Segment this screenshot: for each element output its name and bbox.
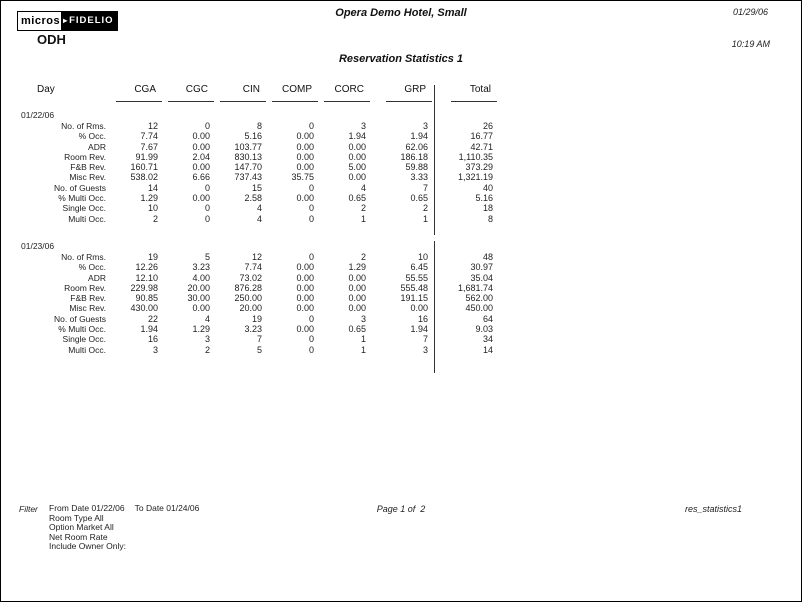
logo-fidelio-label: FIDELIO xyxy=(69,15,114,26)
stat-cell: 0 xyxy=(204,203,210,214)
row-label: % Multi Occ. xyxy=(58,193,106,204)
filter-to-date: To Date 01/24/06 xyxy=(134,503,200,513)
stat-cell: 373.29 xyxy=(434,162,499,172)
stat-cell: 3 xyxy=(204,334,210,345)
column-header-cgc: CGC xyxy=(164,85,216,102)
stat-cell: 6.45 xyxy=(410,262,428,273)
stat-cell: 12 xyxy=(147,121,158,131)
stat-cell: 7.67 xyxy=(140,141,158,152)
stat-cell: 0 xyxy=(204,182,210,193)
stat-cell: 18 xyxy=(434,203,499,213)
stat-cell: 0.00 xyxy=(348,272,366,283)
stat-cell: 14 xyxy=(147,182,158,193)
filter-from-date: From Date 01/22/06 xyxy=(49,503,125,513)
row-label: F&B Rev. xyxy=(70,293,106,304)
stat-cell: 229.98 xyxy=(130,282,158,293)
stat-cell: 147.70 xyxy=(234,162,262,173)
row-label: Multi Occ. xyxy=(68,213,106,224)
filter-line: Option Market All xyxy=(49,522,114,532)
stat-cell: 0 xyxy=(204,213,210,224)
stat-cell: 0.00 xyxy=(192,141,210,152)
stat-cell: 7.74 xyxy=(140,131,158,142)
table-spacer xyxy=(21,102,434,110)
logo-micros-text: micros xyxy=(17,11,62,31)
column-header-grp: GRP xyxy=(372,85,434,102)
divider-segment xyxy=(434,241,499,252)
stat-cell: 0 xyxy=(204,121,210,131)
row-label: % Multi Occ. xyxy=(58,324,106,335)
stat-cell: 103.77 xyxy=(234,141,262,152)
stat-cell: 2 xyxy=(360,251,366,262)
stat-cell: 0.00 xyxy=(296,162,314,173)
stat-cell: 0.00 xyxy=(348,282,366,293)
stat-cell: 1 xyxy=(360,334,366,345)
row-label: % Occ. xyxy=(78,262,106,273)
stat-cell: 5 xyxy=(204,251,210,262)
stat-cell: 2.04 xyxy=(192,151,210,162)
stat-cell: 4 xyxy=(360,182,366,193)
stat-cell: 876.28 xyxy=(234,282,262,293)
stat-cell: 12.26 xyxy=(135,262,158,273)
group-date: 01/22/06 xyxy=(21,110,55,120)
column-header-cin: CIN xyxy=(216,85,268,102)
stat-cell: 0 xyxy=(308,203,314,214)
stat-cell: 830.13 xyxy=(234,151,262,162)
stat-cell: 0.00 xyxy=(296,151,314,162)
stat-cell: 0.00 xyxy=(192,131,210,142)
stat-cell: 2 xyxy=(152,213,158,224)
stat-cell: 1.29 xyxy=(192,324,210,335)
stat-cell: 538.02 xyxy=(130,172,158,183)
stat-cell: 16 xyxy=(147,334,158,345)
stat-cell: 4 xyxy=(256,203,262,214)
stat-cell: 0.65 xyxy=(348,324,366,335)
stat-cell: 30.97 xyxy=(434,262,499,272)
stat-cell: 2 xyxy=(360,203,366,214)
row-label: Room Rev. xyxy=(64,151,106,162)
stat-cell: 3 xyxy=(152,344,158,355)
stat-cell: 16.77 xyxy=(434,131,499,141)
stat-cell: 0.00 xyxy=(348,303,366,314)
stat-cell: 1,110.35 xyxy=(434,152,499,162)
stat-cell: 1.94 xyxy=(410,131,428,142)
stat-cell: 0.65 xyxy=(348,193,366,204)
row-label: No. of Rms. xyxy=(61,251,106,262)
stat-cell: 22 xyxy=(147,313,158,324)
page-number: Page 1 of 2 xyxy=(376,504,426,514)
stat-cell: 0 xyxy=(308,213,314,224)
stat-cell: 6.66 xyxy=(192,172,210,183)
stat-cell: 160.71 xyxy=(130,162,158,173)
stat-cell: 737.43 xyxy=(234,172,262,183)
property-code: ODH xyxy=(37,32,66,47)
hotel-name: Opera Demo Hotel, Small xyxy=(335,7,467,19)
stat-cell: 90.85 xyxy=(135,293,158,304)
stat-cell: 2 xyxy=(422,203,428,214)
divider-segment xyxy=(434,102,499,110)
report-time: 10:19 AM xyxy=(731,39,770,49)
row-label: % Occ. xyxy=(78,131,106,142)
column-header-corc: CORC xyxy=(320,85,372,102)
report-file-name: res_statistics1 xyxy=(684,504,742,514)
stat-cell: 0.65 xyxy=(410,193,428,204)
row-label: Single Occ. xyxy=(62,203,106,214)
stat-cell: 16 xyxy=(417,313,428,324)
stat-cell: 1.94 xyxy=(348,131,366,142)
stat-cell: 0.00 xyxy=(296,303,314,314)
row-label: F&B Rev. xyxy=(70,162,106,173)
group-date: 01/23/06 xyxy=(21,240,55,251)
stat-cell: 450.00 xyxy=(434,303,499,313)
stat-cell: 5 xyxy=(256,344,262,355)
stat-cell: 59.88 xyxy=(405,162,428,173)
row-label: ADR xyxy=(88,272,106,283)
stat-cell: 0.00 xyxy=(296,141,314,152)
filter-line: Include Owner Only: xyxy=(49,541,127,551)
stat-cell: 0.00 xyxy=(296,131,314,142)
stat-cell: 4 xyxy=(256,213,262,224)
column-header-total: Total xyxy=(434,85,499,102)
row-label: No. of Guests xyxy=(54,182,106,193)
stat-cell: 4 xyxy=(204,313,210,324)
stat-cell: 0.00 xyxy=(348,151,366,162)
stat-cell: 5.16 xyxy=(244,131,262,142)
arrow-icon: ▸ xyxy=(63,16,69,25)
stat-cell: 0.00 xyxy=(410,303,428,314)
stat-cell: 14 xyxy=(434,345,499,355)
stat-cell: 0 xyxy=(308,313,314,324)
stat-cell: 1.29 xyxy=(348,262,366,273)
stat-cell: 7 xyxy=(256,334,262,345)
row-label: Room Rev. xyxy=(64,282,106,293)
stat-cell: 0.00 xyxy=(296,272,314,283)
stat-cell: 1.94 xyxy=(410,324,428,335)
stat-cell: 12 xyxy=(251,251,262,262)
stat-cell: 5.16 xyxy=(434,193,499,203)
stat-cell: 19 xyxy=(147,251,158,262)
stat-cell: 34 xyxy=(434,334,499,344)
stat-cell: 0 xyxy=(308,182,314,193)
row-label: Misc Rev. xyxy=(69,172,106,183)
stats-table xyxy=(21,85,499,373)
stat-cell: 0.00 xyxy=(192,303,210,314)
day-column-header: Day xyxy=(37,84,55,95)
stat-cell: 15 xyxy=(251,182,262,193)
stat-cell: 55.55 xyxy=(405,272,428,283)
stat-cell: 20.00 xyxy=(239,303,262,314)
stat-cell: 3.33 xyxy=(410,172,428,183)
stat-cell: 19 xyxy=(251,313,262,324)
column-header-comp: COMP xyxy=(268,85,320,102)
stat-cell: 1 xyxy=(422,213,428,224)
stat-cell: 0.00 xyxy=(296,282,314,293)
stat-cell: 3 xyxy=(422,344,428,355)
stat-cell: 250.00 xyxy=(234,293,262,304)
stat-cell: 0.00 xyxy=(296,293,314,304)
stat-cell: 0.00 xyxy=(296,193,314,204)
stat-cell: 0 xyxy=(308,121,314,131)
stat-cell: 9.03 xyxy=(434,324,499,334)
row-label: ADR xyxy=(88,141,106,152)
stat-cell: 10 xyxy=(417,251,428,262)
stat-cell: 1 xyxy=(360,213,366,224)
report-title: Reservation Statistics 1 xyxy=(338,53,464,65)
stat-cell: 2.58 xyxy=(244,193,262,204)
row-label: No. of Rms. xyxy=(61,121,106,131)
stat-cell: 62.06 xyxy=(405,141,428,152)
stat-cell: 1,321.19 xyxy=(434,172,499,182)
stat-cell: 42.71 xyxy=(434,142,499,152)
stat-cell: 3.23 xyxy=(244,324,262,335)
stat-cell: 64 xyxy=(434,314,499,324)
filter-line: Room Type All xyxy=(49,512,104,523)
stat-cell: 191.15 xyxy=(400,293,428,304)
divider-segment xyxy=(434,224,499,235)
stat-cell: 20.00 xyxy=(187,282,210,293)
row-label: Single Occ. xyxy=(62,334,106,345)
row-label: Multi Occ. xyxy=(68,344,106,355)
stat-cell: 0.00 xyxy=(192,162,210,173)
row-label: No. of Guests xyxy=(54,313,106,324)
stat-cell: 1.94 xyxy=(140,324,158,335)
column-header-cga: CGA xyxy=(116,85,164,102)
stat-cell: 35.04 xyxy=(434,273,499,283)
table-spacer xyxy=(21,355,434,373)
stat-cell: 562.00 xyxy=(434,293,499,303)
stat-cell: 30.00 xyxy=(187,293,210,304)
stat-cell: 7 xyxy=(422,182,428,193)
stat-cell: 3.23 xyxy=(192,262,210,273)
stat-cell: 1.29 xyxy=(140,193,158,204)
stat-cell: 12.10 xyxy=(135,272,158,283)
stat-cell: 2 xyxy=(204,344,210,355)
stat-cell: 0.00 xyxy=(296,262,314,273)
stat-cell: 8 xyxy=(434,214,499,224)
stat-cell: 0.00 xyxy=(192,193,210,204)
row-label: Misc Rev. xyxy=(69,303,106,314)
stat-cell: 0 xyxy=(308,251,314,262)
stat-cell: 35.75 xyxy=(291,172,314,183)
stat-cell: 0.00 xyxy=(348,172,366,183)
stat-cell: 26 xyxy=(434,121,499,131)
stat-cell: 0.00 xyxy=(348,141,366,152)
stat-cell: 0 xyxy=(308,344,314,355)
stat-cell: 7.74 xyxy=(244,262,262,273)
divider-segment xyxy=(434,355,499,373)
stat-cell: 0.00 xyxy=(348,293,366,304)
stat-cell: 8 xyxy=(256,121,262,131)
stat-cell: 40 xyxy=(434,183,499,193)
stat-cell: 430.00 xyxy=(130,303,158,314)
divider-segment xyxy=(434,110,499,121)
stat-cell: 555.48 xyxy=(400,282,428,293)
stat-cell: 48 xyxy=(434,252,499,262)
stat-cell: 7 xyxy=(422,334,428,345)
stat-cell: 10 xyxy=(147,203,158,214)
filter-label: Filter xyxy=(19,504,38,514)
stat-cell: 73.02 xyxy=(239,272,262,283)
stat-cell: 1,681.74 xyxy=(434,283,499,293)
stat-cell: 91.99 xyxy=(135,151,158,162)
stat-cell: 186.18 xyxy=(400,151,428,162)
filter-line: Net Room Rate xyxy=(49,531,108,542)
stat-cell: 0.00 xyxy=(296,324,314,335)
stat-cell: 4.00 xyxy=(192,272,210,283)
stat-cell: 3 xyxy=(422,121,428,131)
stat-cell: 3 xyxy=(360,121,366,131)
report-date: 01/29/06 xyxy=(732,7,768,17)
stat-cell: 0 xyxy=(308,334,314,345)
stat-cell: 3 xyxy=(360,313,366,324)
stat-cell: 5.00 xyxy=(348,162,366,173)
table-spacer xyxy=(21,224,434,235)
stat-cell: 1 xyxy=(360,344,366,355)
